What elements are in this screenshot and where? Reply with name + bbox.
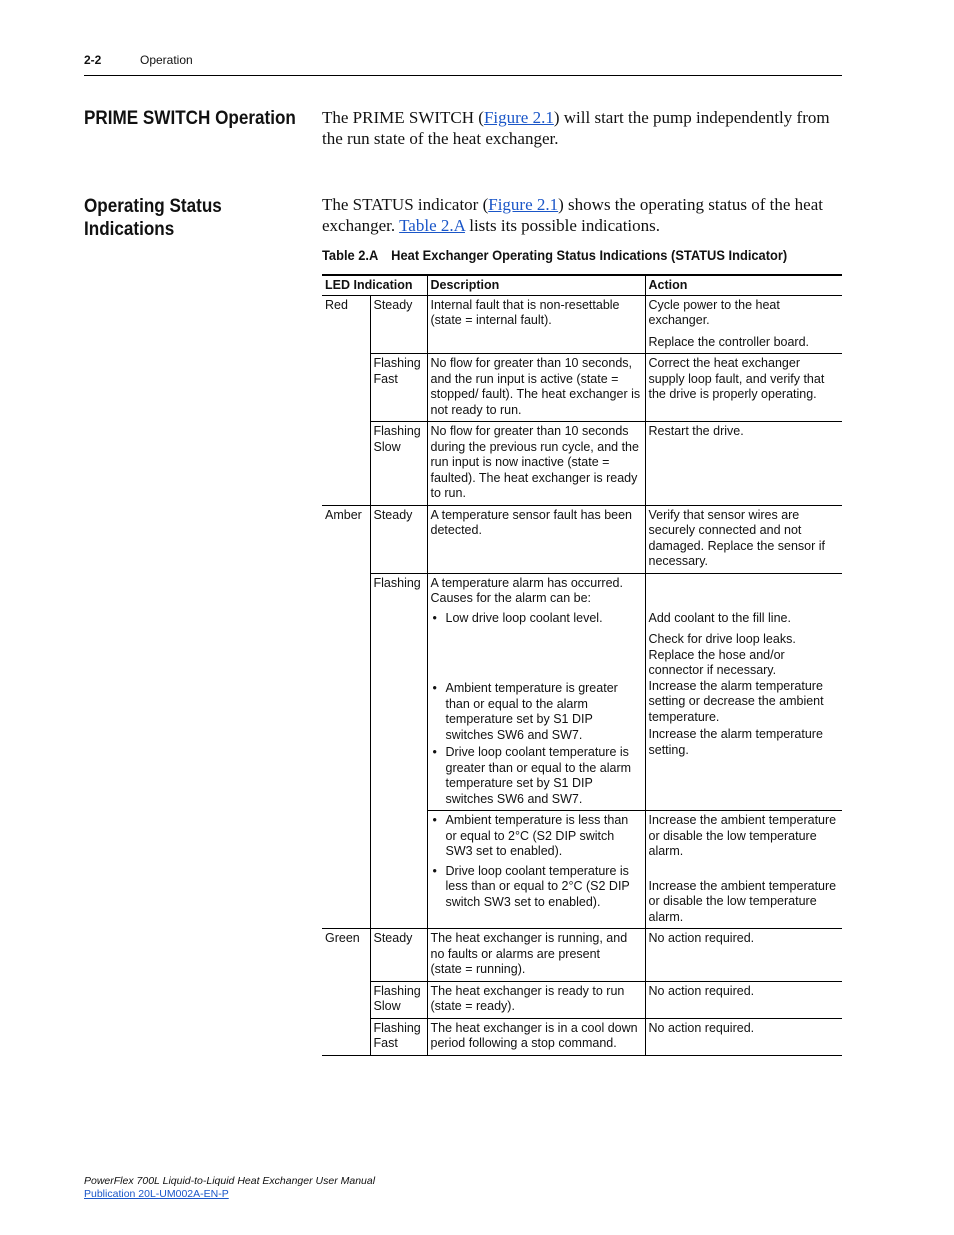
led-state [370, 981, 427, 1018]
led-state [370, 1018, 427, 1055]
action [645, 295, 842, 354]
text: lists its possible indications. [464, 216, 661, 235]
text: The STATUS indicator ( [322, 195, 489, 214]
description: Internal fault that is non-resettable (state = internal fault). [427, 295, 645, 354]
heading-line: Operating Status [84, 196, 222, 217]
manual-title: PowerFlex 700L Liquid-to-Liquid Heat Exchanger User Manual [84, 1175, 376, 1187]
led-color: Green [322, 929, 370, 982]
table-row [322, 1018, 842, 1055]
text: The PRIME SWITCH ( [322, 108, 484, 127]
led-state [370, 422, 427, 506]
action: Correct the heat exchanger supply loop fault, and verify that the drive is properly operating. [645, 354, 842, 422]
description-intro: A temperature alarm has occurred. Causes for the alarm can be: [430, 575, 623, 605]
action-line: Cycle power to the heat exchanger. [648, 297, 780, 327]
prime-switch-paragraph [322, 107, 842, 149]
header-action: Action [645, 275, 842, 295]
section-name: Operation [140, 53, 193, 67]
action: Restart the drive. [645, 422, 842, 506]
table-row [322, 422, 842, 506]
description: No flow for greater than 10 seconds during the previous run cycle, and the run input is now inactive (state = faulted). The heat exchanger is ready to run. [427, 422, 645, 506]
led-color: Red [325, 297, 348, 312]
description: A temperature sensor fault has been detected. [427, 505, 645, 573]
table-row [322, 573, 842, 811]
action-line: Replace the controller board. [648, 334, 810, 349]
state-line: Slow [373, 999, 401, 1013]
description: No flow for greater than 10 seconds, and the run input is active (state = stopped/ fault). The heat exchanger is not ready to run. [427, 354, 645, 422]
state-line: Flashing [373, 1020, 421, 1035]
table-number: Table 2.A [322, 247, 379, 263]
action: No action required. [645, 929, 842, 982]
description-line: The heat exchanger is running, and no faults or alarms are present [430, 931, 628, 961]
page-header [84, 53, 842, 76]
description [427, 811, 645, 929]
led-state: Steady [370, 505, 427, 573]
table-link[interactable]: Table 2.A [399, 216, 465, 235]
table-row [322, 981, 842, 1018]
figure-link[interactable]: Figure 2.1 [488, 195, 559, 214]
operating-status-heading [84, 195, 222, 241]
table-row [322, 295, 842, 354]
bullet-item: • Ambient temperature is less than or equal to 2°C (S2 DIP switch SW3 set to enabled). [431, 813, 642, 860]
page-footer [84, 1175, 375, 1201]
state-line: Flashing [373, 424, 421, 438]
description [427, 929, 645, 982]
led-state: Flashing [370, 573, 427, 811]
table-title: Heat Exchanger Operating Status Indications (STATUS Indicator) [391, 247, 788, 263]
table-row [322, 354, 842, 422]
action-line: Increase the alarm temperature setting. [648, 727, 823, 757]
action-line: Increase the ambient temperature or disable the low temperature alarm. [648, 813, 837, 858]
status-table [322, 274, 842, 1056]
page-number: 2-2 [84, 53, 102, 67]
text: ) shows the operating status of the heat exchanger. [322, 195, 823, 235]
bullet-item: • Ambient temperature is greater than or equal to the alarm temperature set by S1 DIP switches SW6 and SW7. [431, 681, 642, 743]
state-line: Fast [373, 1036, 398, 1050]
action-line: Check for drive loop leaks. Replace the hose and/or connector if necessary. [648, 632, 796, 677]
prime-switch-heading: PRIME SWITCH Operation [84, 108, 296, 129]
state-line: Flashing [373, 983, 421, 998]
figure-link[interactable]: Figure 2.1 [483, 108, 554, 127]
action-line: Increase the alarm temperature setting or decrease the ambient temperature. [648, 678, 824, 724]
state-line: Fast [373, 371, 398, 386]
led-state: Steady [370, 295, 427, 354]
header-description: Description [427, 275, 645, 295]
state-line: Slow [373, 439, 401, 454]
bullet-item: • Drive loop coolant temperature is greater than or equal to the alarm temperature set by S1 DIP switches SW6 and SW7. [431, 745, 642, 807]
header-led-indication: LED Indication [322, 275, 427, 295]
table-header-row [322, 275, 842, 295]
action: No action required. [645, 981, 842, 1018]
bullet-item: • Low drive loop coolant level. [431, 611, 642, 627]
action [645, 811, 842, 929]
table-caption [322, 247, 787, 263]
bullet-item: • Drive loop coolant temperature is less than or equal to 2°C (S2 DIP switch SW3 set to enabled). [431, 864, 642, 911]
operating-status-paragraph [322, 194, 842, 236]
led-color: Amber [322, 505, 370, 573]
description [427, 573, 645, 811]
description-line: (state = running). [430, 962, 526, 976]
action: Verify that sensor wires are securely connected and not damaged. Replace the sensor if necessary. [645, 505, 842, 573]
action [645, 573, 842, 811]
action-line: Add coolant to the fill line. [648, 610, 791, 625]
text: ) will start the pump independently from the run state of the heat exchanger. [322, 108, 830, 148]
heading-line: Indications [84, 219, 175, 240]
led-state: Steady [370, 929, 427, 982]
publication-link[interactable]: Publication 20L-UM002A-EN-P [84, 1188, 229, 1200]
state-line: Flashing [373, 356, 421, 370]
description: The heat exchanger is ready to run (state = ready). [427, 981, 645, 1018]
table-row [322, 505, 842, 573]
table-row [322, 929, 842, 982]
table-row [322, 811, 842, 929]
action-line: Increase the ambient temperature or disable the low temperature alarm. [648, 878, 837, 924]
description: The heat exchanger is in a cool down period following a stop command. [427, 1018, 645, 1055]
action: No action required. [645, 1018, 842, 1055]
led-state [370, 354, 427, 422]
